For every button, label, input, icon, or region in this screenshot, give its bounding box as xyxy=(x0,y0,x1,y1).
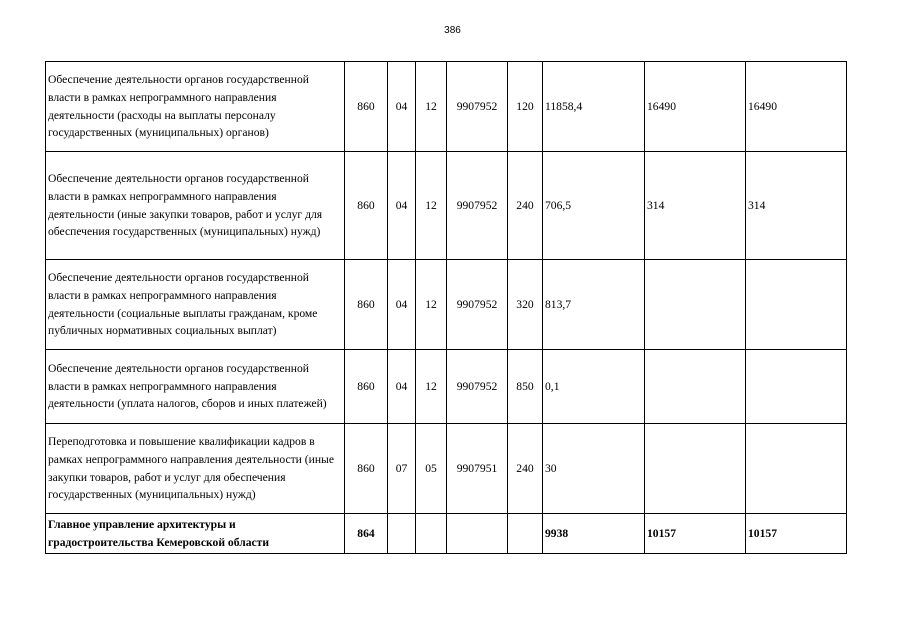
row-code: 860 xyxy=(345,62,388,152)
row-sum-3 xyxy=(746,260,847,350)
row-section: 04 xyxy=(388,350,416,424)
row-name: Обеспечение деятельности органов государственной власти в рамках непрограммного направления деятельности (уплата налогов, сборов и иных платежей) xyxy=(46,350,345,424)
row-sum-2: 10157 xyxy=(645,514,746,554)
row-sum-3 xyxy=(746,424,847,514)
row-sum-2 xyxy=(645,350,746,424)
row-code: 860 xyxy=(345,350,388,424)
row-name: Переподготовка и повышение квалификации кадров в рамках непрограммного направления деятельности (иные закупки товаров, работ и услуг для обеспечения государственных (муниципальных) нужд) xyxy=(46,424,345,514)
row-sum-2: 314 xyxy=(645,152,746,260)
row-type: 120 xyxy=(508,62,543,152)
budget-table xyxy=(45,61,847,554)
row-sum-3: 16490 xyxy=(746,62,847,152)
row-type: 320 xyxy=(508,260,543,350)
row-subsection: 12 xyxy=(416,62,447,152)
row-subsection xyxy=(416,514,447,554)
row-subsection: 12 xyxy=(416,152,447,260)
row-type xyxy=(508,514,543,554)
row-sum-2 xyxy=(645,260,746,350)
row-code: 864 xyxy=(345,514,388,554)
table-row-total xyxy=(46,514,847,554)
row-section: 04 xyxy=(388,260,416,350)
row-target: 9907951 xyxy=(447,424,508,514)
row-name: Обеспечение деятельности органов государственной власти в рамках непрограммного направления деятельности (иные закупки товаров, работ и услуг для обеспечения государственных (муниципальных) нужд) xyxy=(46,152,345,260)
row-code: 860 xyxy=(345,424,388,514)
row-target xyxy=(447,514,508,554)
row-target: 9907952 xyxy=(447,62,508,152)
row-sum-1: 706,5 xyxy=(543,152,645,260)
row-sum-3: 10157 xyxy=(746,514,847,554)
row-sum-1: 30 xyxy=(543,424,645,514)
row-sum-2 xyxy=(645,424,746,514)
row-subsection: 12 xyxy=(416,350,447,424)
row-section: 07 xyxy=(388,424,416,514)
row-name: Обеспечение деятельности органов государственной власти в рамках непрограммного направления деятельности (социальные выплаты гражданам, кроме публичных нормативных социальных выплат) xyxy=(46,260,345,350)
row-target: 9907952 xyxy=(447,260,508,350)
row-sum-1: 9938 xyxy=(543,514,645,554)
row-sum-3: 314 xyxy=(746,152,847,260)
table-row xyxy=(46,260,847,350)
row-type: 850 xyxy=(508,350,543,424)
row-name: Главное управление архитектуры и градостроительства Кемеровской области xyxy=(46,514,345,554)
row-sum-2: 16490 xyxy=(645,62,746,152)
table-row xyxy=(46,152,847,260)
row-code: 860 xyxy=(345,152,388,260)
table-row xyxy=(46,424,847,514)
row-type: 240 xyxy=(508,152,543,260)
row-name: Обеспечение деятельности органов государственной власти в рамках непрограммного направления деятельности (расходы на выплаты персоналу государственных (муниципальных) органов) xyxy=(46,62,345,152)
row-sum-3 xyxy=(746,350,847,424)
table-row xyxy=(46,350,847,424)
row-subsection: 05 xyxy=(416,424,447,514)
row-type: 240 xyxy=(508,424,543,514)
row-section: 04 xyxy=(388,62,416,152)
row-sum-1: 0,1 xyxy=(543,350,645,424)
row-sum-1: 813,7 xyxy=(543,260,645,350)
page-number: 386 xyxy=(444,25,461,36)
row-sum-1: 11858,4 xyxy=(543,62,645,152)
row-code: 860 xyxy=(345,260,388,350)
table-row xyxy=(46,62,847,152)
row-target: 9907952 xyxy=(447,350,508,424)
row-subsection: 12 xyxy=(416,260,447,350)
row-section: 04 xyxy=(388,152,416,260)
row-section xyxy=(388,514,416,554)
row-target: 9907952 xyxy=(447,152,508,260)
